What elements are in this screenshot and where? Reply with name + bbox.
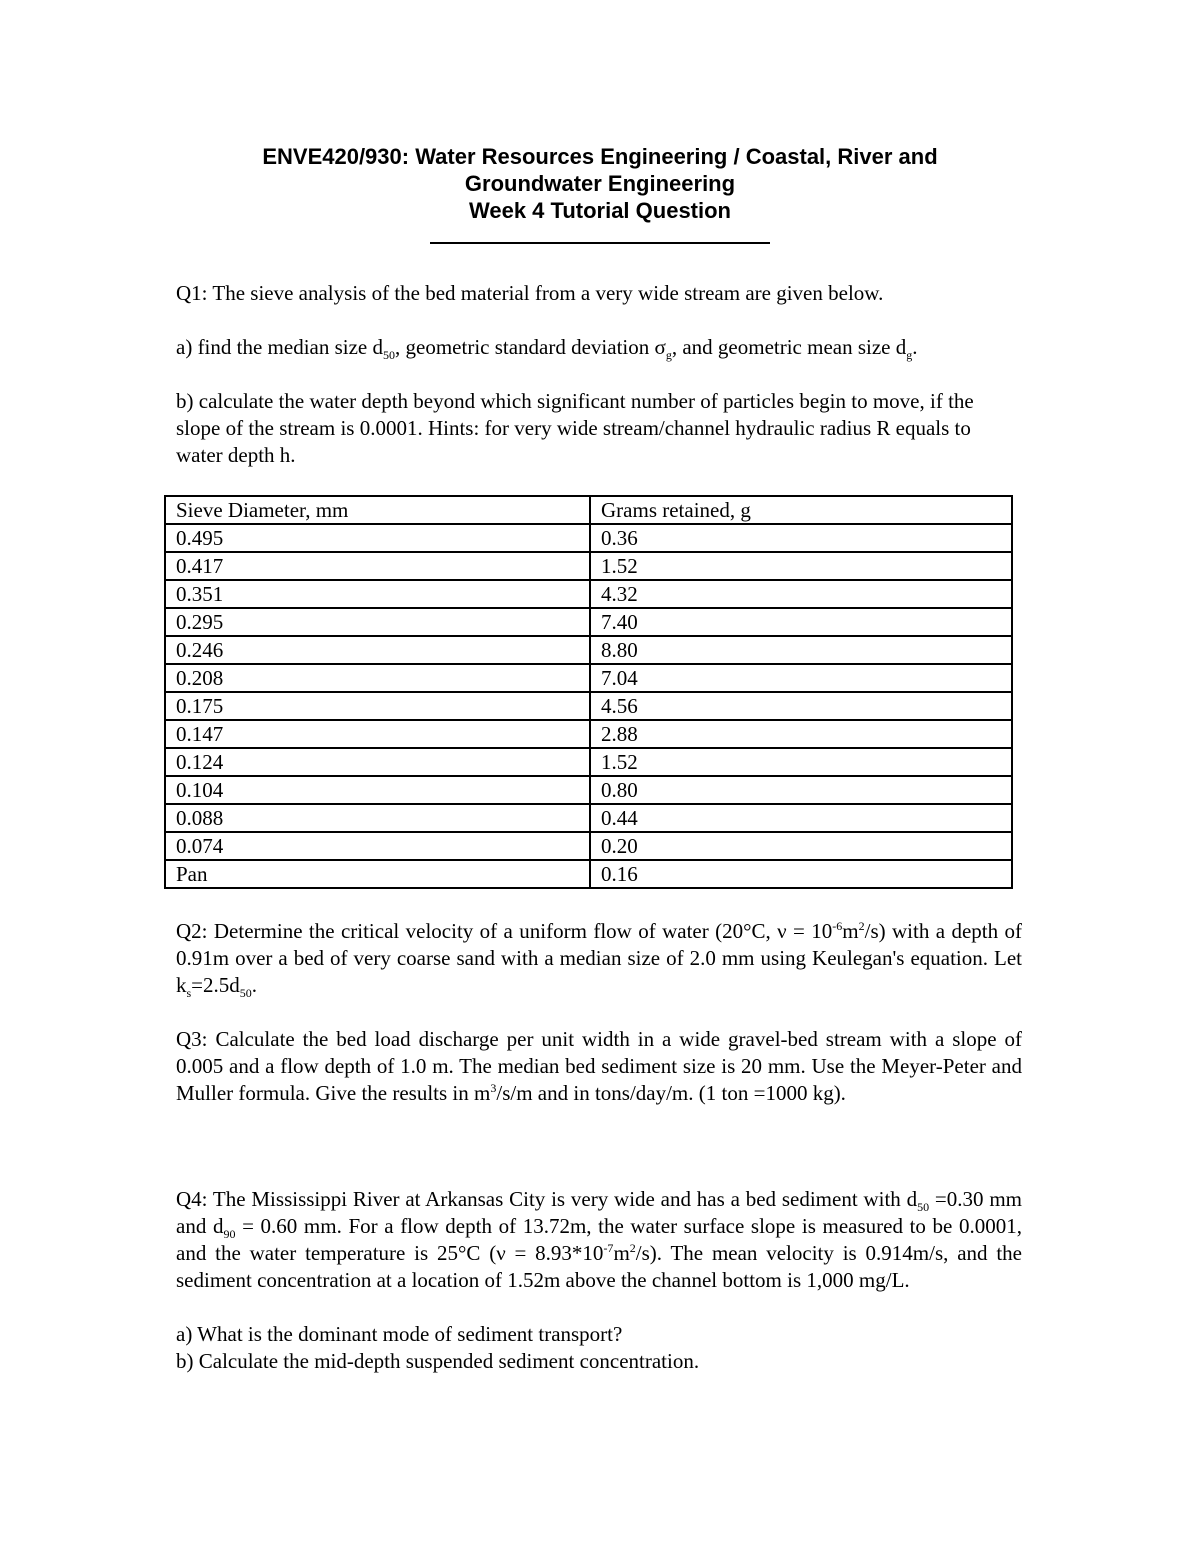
table-row xyxy=(165,524,1012,552)
title-divider xyxy=(430,242,770,244)
cell-grams-retained: 4.32 xyxy=(590,580,1012,608)
table-row xyxy=(165,860,1012,888)
title-line-1: ENVE420/930: Water Resources Engineering / Coastal, River and xyxy=(262,144,938,169)
q1-part-b: b) calculate the water depth beyond which significant number of particles begin to move, if the slope of the stream is 0.0001. Hints: for very wide stream/channel hydraulic radius R equals to water depth h. xyxy=(176,389,974,467)
header-grams-retained: Grams retained, g xyxy=(590,496,1012,524)
q4-text: Q4: The Mississippi River at Arkansas City is very wide and has a bed sediment with $d_{50} =0.30$ mm and $d_{90} = 0.60$ mm. For a flow depth of 13.72m, the water surface slope is measured to be 0.0001, and the water temperature is 25°C $(\nu = 8.93*10^{-7}m^2/s)$. The mean velocity is 0.914m/s, and the sediment concentration at a location of 1.52m above the channel bottom is 1,000 mg/L. xyxy=(176,1187,1022,1292)
cell-sieve-diameter: 0.417 xyxy=(165,552,590,580)
table-row xyxy=(165,748,1012,776)
table-row xyxy=(165,664,1012,692)
cell-grams-retained: 0.80 xyxy=(590,776,1012,804)
table-row xyxy=(165,804,1012,832)
q2-text: Q2: Determine the critical velocity of a uniform flow of water (20°C, $\nu = 10^{-6}m^2/s$) with a depth of 0.91m over a bed of very coarse sand with a median size of 2.0 mm using Keulegan's equation. Let $k_s=2.5d_{50}$. xyxy=(176,919,1022,1001)
cell-sieve-diameter: 0.088 xyxy=(165,804,590,832)
cell-grams-retained: 8.80 xyxy=(590,636,1012,664)
table-row xyxy=(165,692,1012,720)
title-line-3: Week 4 Tutorial Question xyxy=(468,198,731,223)
table-row xyxy=(165,552,1012,580)
cell-grams-retained: 7.04 xyxy=(590,664,1012,692)
table-row xyxy=(165,636,1012,664)
cell-grams-retained: 2.88 xyxy=(590,720,1012,748)
table-row xyxy=(165,776,1012,804)
title-line-2: Groundwater Engineering xyxy=(464,171,736,196)
q1-part-a: a) find the median size $d_{50}$, geometric standard deviation $\sigma_g$, and geometric mean size $d_g$. xyxy=(176,335,918,363)
cell-sieve-diameter: 0.124 xyxy=(165,748,590,776)
cell-grams-retained: 0.44 xyxy=(590,804,1012,832)
cell-grams-retained: 1.52 xyxy=(590,552,1012,580)
cell-sieve-diameter: 0.104 xyxy=(165,776,590,804)
cell-sieve-diameter: 0.208 xyxy=(165,664,590,692)
q3-text: Q3: Calculate the bed load discharge per unit width in a wide gravel-bed stream with a slope of 0.005 and a flow depth of 1.0 m. The median bed sediment size is 20 mm. Use the Meyer-Peter and Muller formula. Give the results in $m^3/s/m$ and in tons/day/m. (1 ton =1000 kg). xyxy=(176,1027,1022,1105)
cell-grams-retained: 0.36 xyxy=(590,524,1012,552)
cell-sieve-diameter: 0.147 xyxy=(165,720,590,748)
cell-sieve-diameter: 0.295 xyxy=(165,608,590,636)
sieve-table xyxy=(164,495,1013,889)
cell-sieve-diameter: 0.495 xyxy=(165,524,590,552)
cell-grams-retained: 7.40 xyxy=(590,608,1012,636)
cell-grams-retained: 4.56 xyxy=(590,692,1012,720)
cell-grams-retained: 1.52 xyxy=(590,748,1012,776)
cell-sieve-diameter: 0.074 xyxy=(165,832,590,860)
q4-part-a: a) What is the dominant mode of sediment transport? xyxy=(176,1322,623,1346)
cell-sieve-diameter: 0.246 xyxy=(165,636,590,664)
cell-sieve-diameter: 0.175 xyxy=(165,692,590,720)
q4-part-b: b) Calculate the mid-depth suspended sediment concentration. xyxy=(176,1349,700,1373)
q1-intro: Q1: The sieve analysis of the bed material from a very wide stream are given below. xyxy=(176,281,884,305)
table-row xyxy=(165,720,1012,748)
table-row xyxy=(165,832,1012,860)
cell-sieve-diameter: 0.351 xyxy=(165,580,590,608)
cell-sieve-diameter: Pan xyxy=(165,860,590,888)
cell-grams-retained: 0.16 xyxy=(590,860,1012,888)
header-sieve-diameter: Sieve Diameter, mm xyxy=(165,496,590,524)
table-row xyxy=(165,608,1012,636)
table-header-row xyxy=(165,496,1012,524)
table-row xyxy=(165,580,1012,608)
cell-grams-retained: 0.20 xyxy=(590,832,1012,860)
